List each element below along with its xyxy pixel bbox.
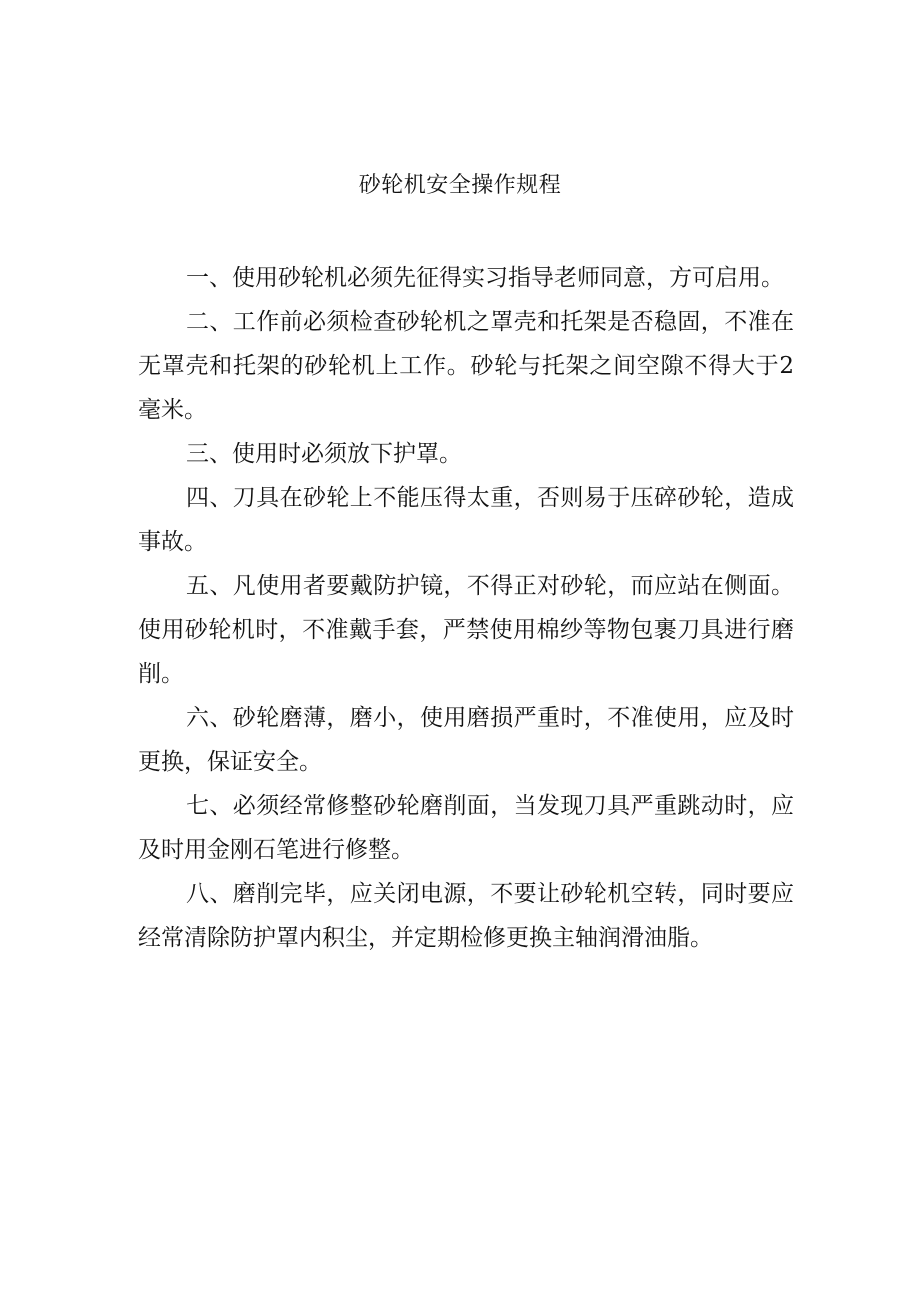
paragraph-8: 八、磨削完毕，应关闭电源，不要让砂轮机空转，同时要应经常清除防护罩内积尘，并定期检修更换主轴润滑油脂。 [138,881,794,951]
paragraph-3: 三、使用时必须放下护罩。 [186,441,462,467]
paragraph-6: 六、砂轮磨薄，磨小，使用磨损严重时，不准使用，应及时更换，保证安全。 [138,705,794,775]
document-body [138,256,794,960]
paragraph-4: 四、刀具在砂轮上不能压得太重，否则易于压碎砂轮，造成事故。 [138,485,794,555]
document-title: 砂轮机安全操作规程 [358,173,562,198]
paragraph-5: 五、凡使用者要戴防护镜，不得正对砂轮，而应站在侧面。使用砂轮机时，不准戴手套，严禁使用棉纱等物包裹刀具进行磨削。 [138,573,794,687]
paragraph-2: 二、工作前必须检查砂轮机之罩壳和托架是否稳固，不准在无罩壳和托架的砂轮机上工作。砂轮与托架之间空隙不得大于2毫米。 [138,309,794,423]
paragraph-7: 七、必须经常修整砂轮磨削面，当发现刀具严重跳动时，应及时用金刚石笔进行修整。 [138,793,794,863]
paragraph-1: 一、使用砂轮机必须先征得实习指导老师同意，方可启用。 [186,265,784,291]
